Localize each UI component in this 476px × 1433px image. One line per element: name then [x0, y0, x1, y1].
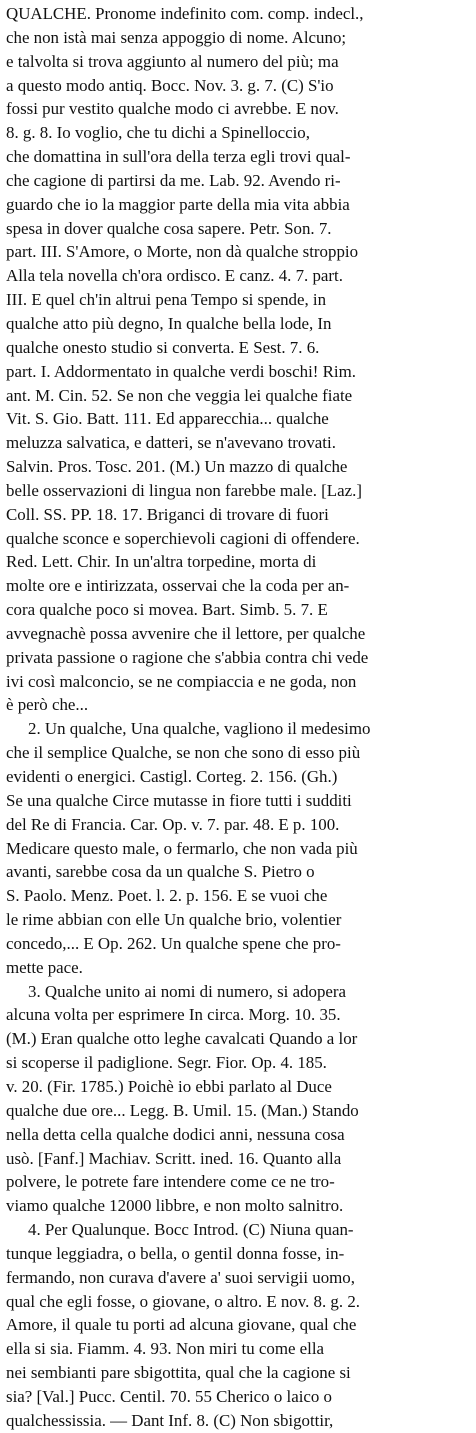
text-line: belle osservazioni di lingua non farebbe male. [Laz.]	[6, 480, 362, 500]
entry-section-1	[6, 2, 470, 717]
text-line: Coll. SS. PP. 18. 17. Briganci di trovare di fuori	[6, 504, 329, 524]
entry-section-2	[6, 717, 470, 979]
text-line: avvegnachè possa avvenire che il lettore, per qualche	[6, 623, 366, 643]
text-line: Red. Lett. Chir. In un'altra torpedine, morta di	[6, 552, 317, 572]
text-line: nei sembianti pare sbigottita, qual che la cagione si	[6, 1363, 351, 1383]
text-line: è però che...	[6, 695, 89, 715]
entry-section-3	[6, 980, 470, 1218]
text-line: 4. Per Qualunque. Bocc Introd. (C) Niuna quan-	[28, 1220, 354, 1240]
text-line: che il semplice Qualche, se non che sono di esso più	[6, 743, 361, 763]
text-line: QUALCHE. Pronome indefinito com. comp. indecl.,	[6, 4, 364, 23]
text-line: fossi pur vestito qualche modo ci avrebbe. E nov.	[6, 99, 339, 119]
text-line: che domattina in sull'ora della terza egli trovi qual-	[6, 147, 351, 167]
text-line: sia? [Val.] Pucc. Centil. 70. 55 Cherico o laico o	[6, 1386, 333, 1406]
text-line: qual che egli fosse, o giovane, o altro. E nov. 8. g. 2.	[6, 1291, 360, 1311]
text-line: qualche onesto studio si converta. E Sest. 7. 6.	[6, 337, 320, 357]
text-line: a questo modo antiq. Bocc. Nov. 3. g. 7. (C) S'io	[6, 75, 334, 95]
text-line: tunque leggiadra, o bella, o gentil donna fosse, in-	[6, 1243, 345, 1263]
text-line: guardo che io la maggior parte della mia vita abbia	[6, 194, 350, 214]
text-line: Alla tela novella ch'ora ordisco. E canz. 4. 7. part.	[6, 266, 343, 286]
text-line: molte ore e intirizzata, osservai che la coda per an-	[6, 576, 350, 596]
text-line: nella detta cella qualche dodici anni, nessuna cosa	[6, 1124, 345, 1144]
text-line: part. I. Addormentato in qualche verdi boschi! Rim.	[6, 361, 356, 381]
text-line: che cagione di partirsi da me. Lab. 92. Avendo ri-	[6, 170, 341, 190]
text-line: Se una qualche Circe mutasse in fiore tutti i sudditi	[6, 790, 352, 810]
text-line: Amore, il quale tu porti ad alcuna giovane, qual che	[6, 1315, 357, 1335]
text-line: mette pace.	[6, 957, 83, 977]
text-line: le rime abbian con elle Un qualche brio, volentier	[6, 910, 342, 930]
text-line: 8. g. 8. Io voglio, che tu dichi a Spinelloccio,	[6, 123, 310, 143]
text-line: evidenti o energici. Castigl. Corteg. 2. 156. (Gh.)	[6, 767, 338, 786]
entry-section-4	[6, 1218, 470, 1433]
text-line: 3. Qualche unito ai nomi di numero, si adopera	[28, 981, 347, 1001]
text-line: 2. Un qualche, Una qualche, vagliono il medesimo	[28, 719, 371, 739]
text-line: ant. M. Cin. 52. Se non che veggia lei qualche fiate	[6, 385, 353, 405]
text-line: part. III. S'Amore, o Morte, non dà qualche stroppio	[6, 242, 359, 262]
text-line: polvere, le potrete fare intendere come ce ne tro-	[6, 1172, 335, 1192]
text-line: concedo,... E Op. 262. Un qualche spene che pro-	[6, 933, 341, 953]
text-line: spesa in dover qualche cosa sapere. Petr. Son. 7.	[6, 218, 332, 238]
text-line: (M.) Eran qualche otto leghe cavalcati Quando a lor	[6, 1029, 358, 1049]
text-line: avanti, sarebbe cosa da un qualche S. Pietro o	[6, 862, 315, 882]
text-line: III. E quel ch'in altrui pena Tempo si spende, in	[6, 290, 327, 310]
text-line: che non istà mai senza appoggio di nome. Alcuno;	[6, 27, 347, 47]
text-line: ella si sia. Fiamm. 4. 93. Non miri tu come ella	[6, 1339, 325, 1359]
text-line: privata passione o ragione che s'abbia contra chi vede	[6, 647, 369, 667]
text-line: qualche due ore... Legg. B. Umil. 15. (Man.) Stando	[6, 1100, 359, 1120]
text-line: meluzza salvatica, e datteri, se n'avevano trovati.	[6, 433, 336, 453]
text-line: viamo qualche 12000 libbre, e non molto salnitro.	[6, 1196, 344, 1216]
text-line: e talvolta si trova aggiunto al numero del più; ma	[6, 51, 339, 71]
text-line: qualchessissia. — Dant Inf. 8. (C) Non sbigottir,	[6, 1410, 334, 1430]
text-line: si scoperse il padiglione. Segr. Fior. Op. 4. 185.	[6, 1053, 327, 1073]
text-line: del Re di Francia. Car. Op. v. 7. par. 48. E p. 100.	[6, 814, 340, 834]
text-line: fermando, non curava d'avere a' suoi servigii uomo,	[6, 1267, 355, 1287]
text-line: usò. [Fanf.] Machiav. Scritt. ined. 16. Quanto alla	[6, 1148, 342, 1168]
text-line: ivi così malconcio, se ne compiaccia e ne goda, non	[6, 671, 357, 691]
text-line: Salvin. Pros. Tosc. 201. (M.) Un mazzo di qualche	[6, 457, 348, 477]
text-line: v. 20. (Fir. 1785.) Poichè io ebbi parlato al Duce	[6, 1076, 332, 1096]
text-line: Medicare questo male, o fermarlo, che non vada più	[6, 838, 358, 858]
text-line: alcuna volta per esprimere In circa. Morg. 10. 35.	[6, 1005, 341, 1025]
text-line: Vit. S. Gio. Batt. 111. Ed apparecchia... qualche	[6, 409, 329, 429]
text-line: cora qualche poco si movea. Bart. Simb. 5. 7. E	[6, 600, 328, 620]
text-line: S. Paolo. Menz. Poet. l. 2. p. 156. E se vuoi che	[6, 886, 328, 906]
text-line: qualche atto più degno, In qualche bella lode, In	[6, 313, 332, 333]
text-line: qualche sconce e soperchievoli cagioni di offendere.	[6, 528, 360, 548]
